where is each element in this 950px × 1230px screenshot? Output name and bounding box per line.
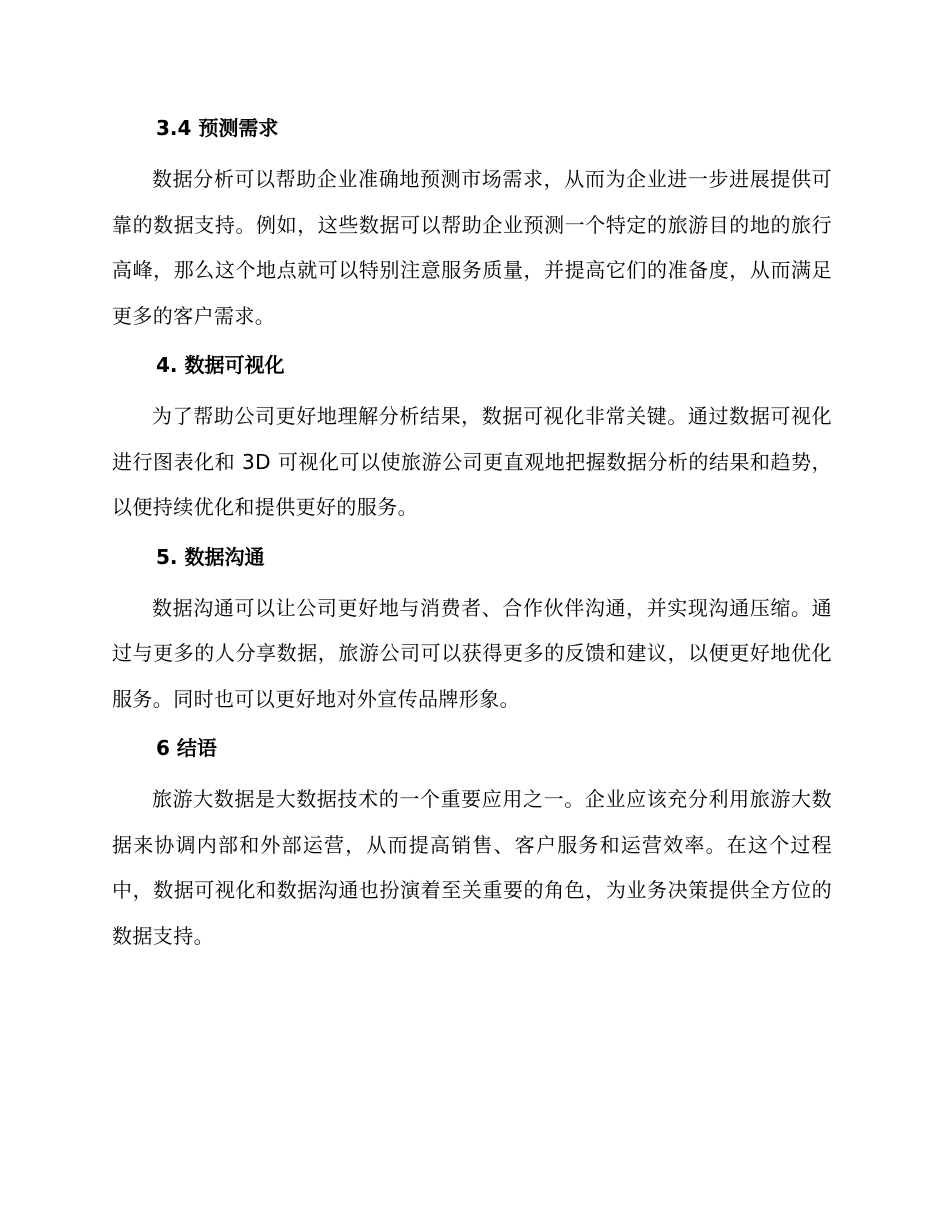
section-paragraph: 数据分析可以帮助企业准确地预测市场需求，从而为企业进一步进展提供可靠的数据支持。例如，这些数据可以帮助企业预测一个特定的旅游目的地的旅行高峰，那么这个地点就可以特别注意服务质量，并提高它们的准备度，从而满足更多的客户需求。: [112, 167, 832, 328]
section-paragraph: 为了帮助公司更好地理解分析结果，数据可视化非常关键。通过数据可视化进行图表化和 3D 可视化可以使旅游公司更直观地把握数据分析的结果和趋势，以便持续优化和提供更好的服务。: [112, 404, 832, 519]
section-paragraph: 数据沟通可以让公司更好地与消费者、合作伙伴沟通，并实现沟通压缩。通过与更多的人分享数据，旅游公司可以获得更多的反馈和建议，以便更好地优化服务。同时也可以更好地对外宣传品牌形象。: [112, 595, 832, 711]
section-paragraph: 旅游大数据是大数据技术的一个重要应用之一。企业应该充分利用旅游大数据来协调内部和外部运营，从而提高销售、客户服务和运营效率。在这个过程中，数据可视化和数据沟通也扮演着至关重要的角色，为业务决策提供全方位的数据支持。: [112, 787, 832, 948]
section-data-visualization: [112, 349, 832, 531]
section-heading: 3.4 预测需求: [156, 116, 279, 140]
section-heading: 5. 数据沟通: [156, 544, 265, 569]
section-forecast-demand: [112, 112, 832, 339]
section-data-communication: [112, 541, 832, 723]
section-heading: 4. 数据可视化: [156, 353, 285, 377]
section-heading: 6 结语: [156, 736, 217, 760]
section-conclusion: [112, 732, 832, 959]
